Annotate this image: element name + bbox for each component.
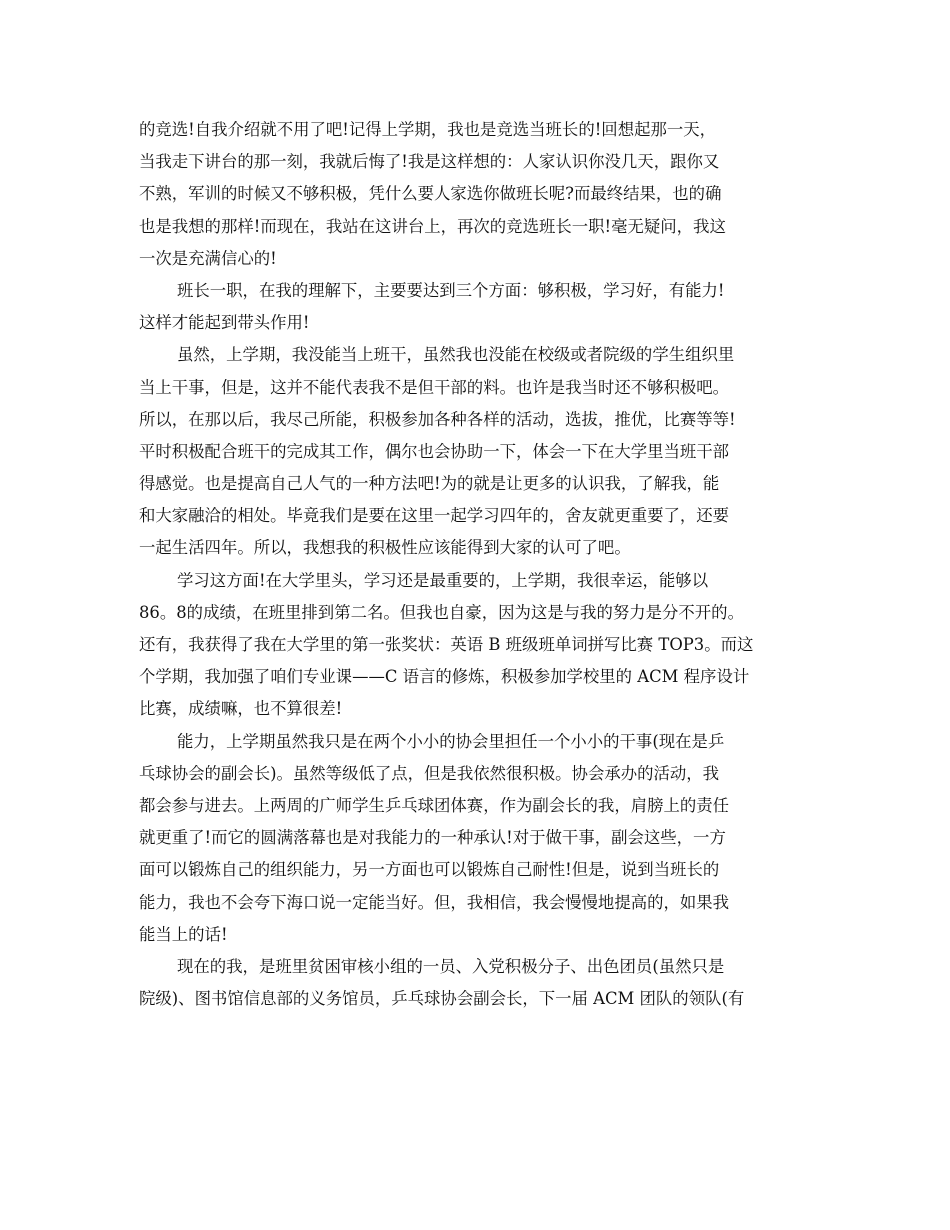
text-line: 这样才能起到带头作用!: [139, 313, 310, 333]
text-line: 和大家融洽的相处。毕竟我们是要在这里一起学习四年的，舍友就更重要了，还要: [139, 506, 730, 526]
text-line: 院级)、图书馆信息部的义务馆员，乒乓球协会副会长，下一届 ACM 团队的领队(有: [139, 989, 745, 1009]
paragraph-first-line: 虽然，上学期，我没能当上班干，虽然我也没能在校级或者院级的学生组织里: [177, 345, 735, 365]
paragraph-first-line: 学习这方面!在大学里头，学习还是最重要的，上学期，我很幸运，能够以: [177, 570, 709, 590]
text-line: 一起生活四年。所以，我想我的积极性应该能得到大家的认可了吧。: [139, 538, 631, 558]
text-line: 乓球协会的副会长)。虽然等级低了点，但是我依然很积极。协会承办的活动，我: [139, 763, 720, 783]
text-line: 当我走下讲台的那一刻，我就后悔了!我是这样想的：人家认识你没几天，跟你又: [139, 152, 720, 172]
text-line: 当上干事，但是，这并不能代表我不是但干部的料。也许是我当时还不够积极吧。: [139, 377, 730, 397]
text-line: 比赛，成绩嘛，也不算很差!: [139, 699, 343, 719]
text-line: 平时积极配合班干的完成其工作，偶尔也会协助一下，体会一下在大学里当班干部: [139, 441, 730, 461]
text-line: 还有，我获得了我在大学里的第一张奖状：英语 B 班级班单词拼写比赛 TOP3。而这: [139, 635, 754, 654]
text-line: 能力，我也不会夸下海口说一定能当好。但，我相信，我会慢慢地提高的，如果我: [139, 892, 730, 912]
paragraph-first-line: 班长一职，在我的理解下，主要要达到三个方面：够积极，学习好，有能力!: [177, 280, 725, 300]
text-line: 不熟，军训的时候又不够积极，凭什么要人家选你做班长呢?而最终结果，也的确: [139, 184, 722, 204]
text-line: 也是我想的那样!而现在，我站在这讲台上，再次的竞选班长一职!毫无疑问，我这: [139, 216, 726, 236]
document-body: [139, 114, 819, 1015]
text-line: 就更重了!而它的圆满落幕也是对我能力的一种承认!对于做干事，副会这些，一方: [139, 828, 726, 848]
text-line: 86。8的成绩，在班里排到第二名。但我也自豪，因为这是与我的努力是分不开的。: [139, 602, 744, 622]
text-line: 得感觉。也是提高自己人气的一种方法吧!为的就是让更多的认识我，了解我，能: [139, 474, 720, 494]
text-line: 的竞选!自我介绍就不用了吧!记得上学期，我也是竞选当班长的!回想起那一天，: [139, 120, 717, 139]
text-line: 能当上的话!: [139, 924, 228, 944]
text-line: 一次是充满信心的!: [139, 248, 277, 268]
text-line: 个学期，我加强了咱们专业课——C 语言的修炼，积极参加学校里的 ACM 程序设计: [139, 667, 750, 687]
paragraph-first-line: 能力，上学期虽然我只是在两个小小的协会里担任一个小小的干事(现在是乒: [177, 731, 725, 751]
paragraph-first-line: 现在的我，是班里贫困审核小组的一员、入党积极分子、出色团员(虽然只是: [177, 956, 725, 976]
text-line: 都会参与进去。上两周的广师学生乒乓球团体赛，作为副会长的我，肩膀上的责任: [139, 795, 730, 815]
text-line: 面可以锻炼自己的组织能力，另一方面也可以锻炼自己耐性!但是，说到当班长的: [139, 860, 720, 880]
text-line: 所以，在那以后，我尽己所能，积极参加各种各样的活动，选拔，推优，比赛等等!: [139, 409, 736, 429]
